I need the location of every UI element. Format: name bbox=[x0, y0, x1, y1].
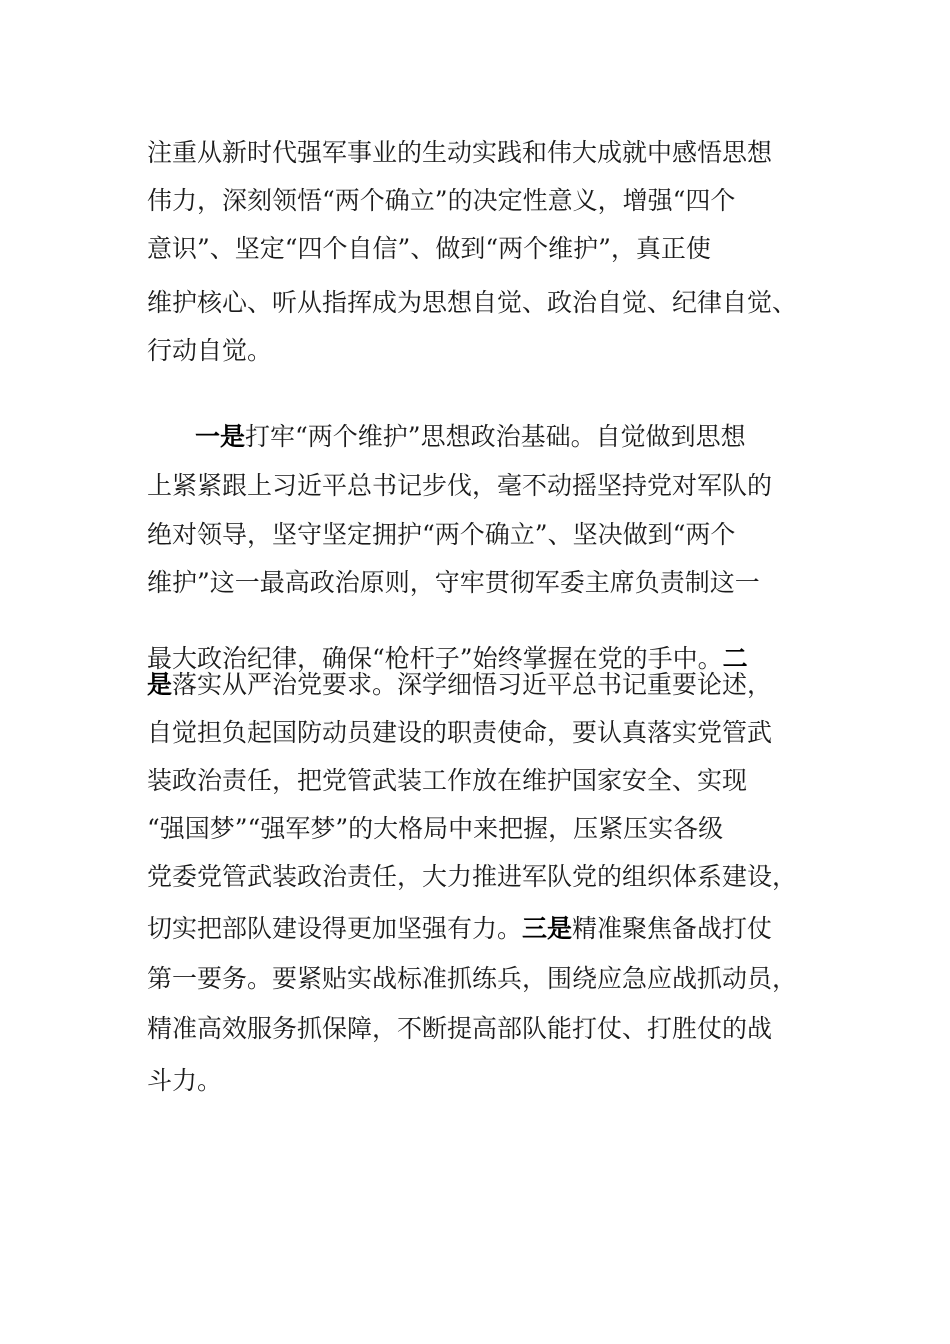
text-line: 装政治责任，把党管武装工作放在维护国家安全、实现 bbox=[147, 766, 748, 795]
text-line bbox=[147, 904, 772, 954]
bold-marker: 二 bbox=[722, 644, 748, 673]
text-line: 斗力。 bbox=[147, 1066, 223, 1095]
line-text: 精准聚焦备战打仗 bbox=[572, 914, 773, 943]
text-line: “强国梦”“强军梦”的大格局中来把握，压紧压实各级 bbox=[147, 814, 724, 843]
text-line: 自觉担负起国防动员建设的职责使命，要认真落实党管武 bbox=[147, 718, 773, 747]
text-line: 精准高效服务抓保障，不断提高部队能打仗、打胜仗的战 bbox=[147, 1014, 773, 1043]
text-line: 维护”这一最高政治原则，守牢贯彻军委主席负责制这一 bbox=[147, 568, 760, 597]
text-line: 维护核心、听从指挥成为思想自觉、政治自觉、纪律自觉、 bbox=[147, 288, 798, 317]
bold-marker: 三是 bbox=[522, 914, 573, 943]
bold-marker: 是 bbox=[147, 670, 173, 699]
text-line bbox=[147, 660, 772, 710]
text-line: 党委党管武装政治责任，大力推进军队党的组织体系建设， bbox=[147, 862, 798, 891]
line-text: 打牢“两个维护”思想政治基础。自觉做到思想 bbox=[245, 422, 746, 451]
line-text: 切实把部队建设得更加坚强有力。 bbox=[147, 914, 523, 943]
text-line: 注重从新时代强军事业的生动实践和伟大成就中感悟思想 bbox=[147, 138, 773, 167]
text-line: 第一要务。要紧贴实战标准抓练兵，围绕应急应战抓动员， bbox=[147, 964, 798, 993]
text-line: 意识”、坚定“四个自信”、做到“两个维护”，真正使 bbox=[147, 234, 711, 263]
line-text: 最大政治纪律，确保“枪杆子”始终掌握在党的手中。 bbox=[147, 644, 723, 673]
text-line bbox=[195, 412, 746, 462]
text-line: 绝对领导，坚守坚定拥护“两个确立”、坚决做到“两个 bbox=[147, 520, 736, 549]
text-line: 上紧紧跟上习近平总书记步伐，毫不动摇坚持党对军队的 bbox=[147, 471, 773, 500]
text-line: 伟力，深刻领悟“两个确立”的决定性意义，增强“四个 bbox=[147, 186, 736, 215]
bold-marker: 一是 bbox=[195, 422, 246, 451]
text-line: 行动自觉。 bbox=[147, 336, 273, 365]
line-text: 落实从严治党要求。深学细悟习近平总书记重要论述， bbox=[172, 670, 773, 699]
